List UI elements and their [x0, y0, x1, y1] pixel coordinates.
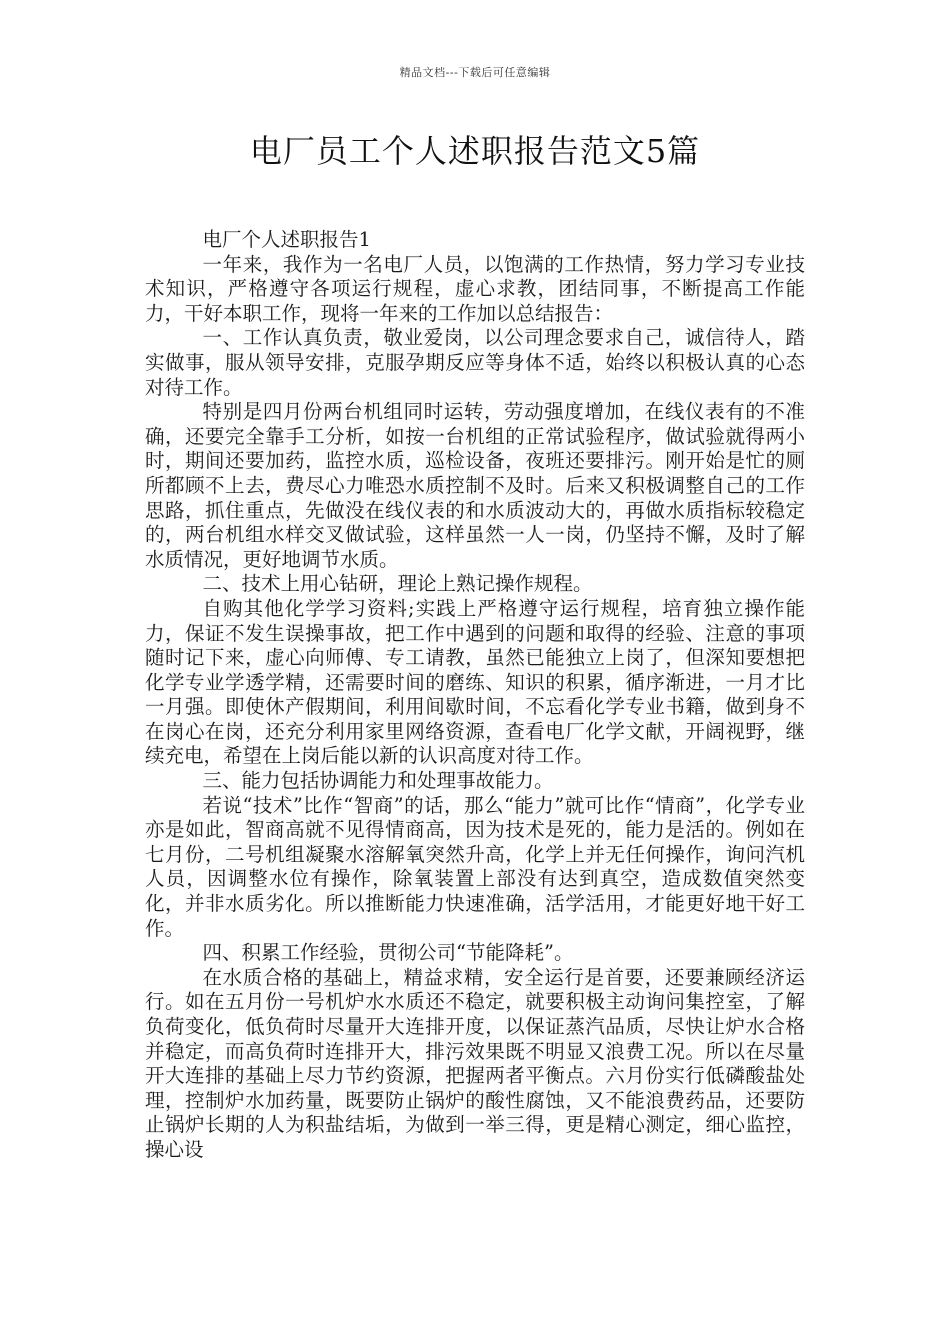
body-paragraph: 若说“技术”比作“智商”的话，那么“能力”就可比作“情商”，化学专业亦是如此，智商高就不见得情商高，因为技术是死的，能力是活的。例如在七月份，二号机组凝聚水溶解氧突然升高，化学上并无任何操作，询问汽机人员，因调整水位有操作，除氧装置上部没有达到真空，造成数值突然变化，并非水质劣化。所以推断能力快速准确，活学活用，才能更好地干好工作。	[145, 793, 805, 940]
body-paragraph: 特别是四月份两台机组同时运转，劳动强度增加，在线仪表有的不准确，还要完全靠手工分析，如按一台机组的正常试验程序，做试验就得两小时，期间还要加药，监控水质，巡检设备，夜班还要排污。刚开始是忙的厕所都顾不上去，费尽心力唯恐水质控制不及时。后来又积极调整自己的工作思路，抓住重点，先做没在线仪表的和水质波动大的，再做水质指标较稳定的，两台机组水样交叉做试验，这样虽然一人一岗，仍坚持不懈，及时了解水质情况，更好地调节水质。	[145, 400, 805, 571]
report-subtitle: 电厂个人述职报告1	[202, 228, 371, 251]
section-one-paragraph: 一、工作认真负责，敬业爱岗，以公司理念要求自己，诚信待人，踏实做事，服从领导安排，克服孕期反应等身体不适，始终以积极认真的心态对待工作。	[145, 326, 805, 399]
document-body	[145, 228, 805, 1163]
section-three-heading: 三、能力包括协调能力和处理事故能力。	[202, 769, 554, 793]
intro-paragraph: 一年来，我作为一名电厂人员，以饱满的工作热情，努力学习专业技术知识，严格遵守各项运行规程，虚心求教，团结同事，不断提高工作能力，干好本职工作，现将一年来的工作加以总结报告：	[145, 252, 805, 325]
body-paragraph: 在水质合格的基础上，精益求精，安全运行是首要，还要兼顾经济运行。如在五月份一号机炉水水质还不稳定，就要积极主动询问集控室，了解负荷变化，低负荷时尽量开大连排开度，以保证蒸汽品质，尽快让炉水合格并稳定，而高负荷时连排开大，排污效果既不明显又浪费工况。所以在尽量开大连排的基础上尽力节约资源，把握两者平衡点。六月份实行低磷酸盐处理，控制炉水加药量，既要防止锅炉的酸性腐蚀，又不能浪费药品，还要防止锅炉长期的人为积盐结垢，为做到一举三得，更是精心测定，细心监控，操心设	[145, 965, 805, 1161]
document-title: 电厂员工个人述职报告范文5篇	[249, 132, 701, 170]
section-four-heading: 四、积累工作经验，贯彻公司“节能降耗”。	[202, 941, 574, 965]
page-header-note: 精品文档---下载后可任意编辑	[399, 66, 551, 79]
section-two-heading: 二、技术上用心钻研，理论上熟记操作规程。	[202, 572, 593, 596]
body-paragraph: 自购其他化学学习资料;实践上严格遵守运行规程，培育独立操作能力，保证不发生误操事故，把工作中遇到的问题和取得的经验、注意的事项随时记下来，虚心向师傅、专工请教，虽然已能独立上岗了，但深知要想把化学专业学透学精，还需要时间的磨练、知识的积累，循序渐进，一月才比一月强。即使休产假期间，利用间歇时间，不忘看化学专业书籍，做到身不在岗心在岗，还充分利用家里网络资源，查看电厂化学文献，开阔视野，继续充电，希望在上岗后能以新的认识高度对待工作。	[145, 596, 805, 768]
